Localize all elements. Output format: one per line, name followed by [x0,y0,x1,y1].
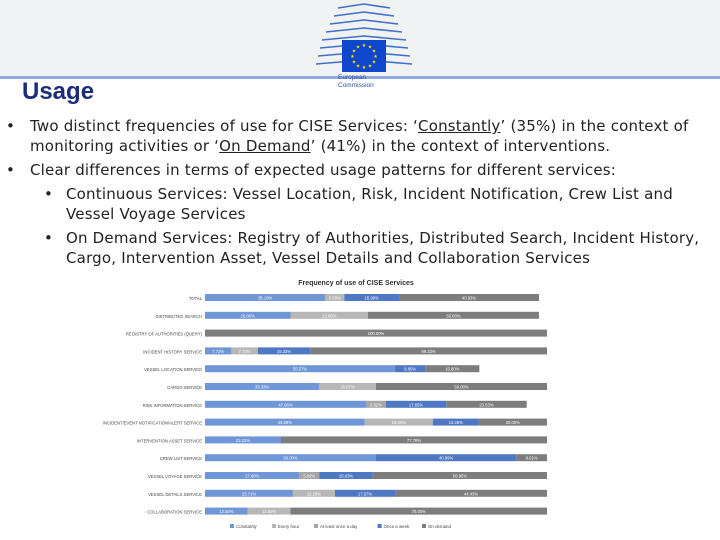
data-label: 15.63% [338,473,354,479]
legend-swatch [314,524,318,528]
legend-swatch [378,524,382,528]
data-label: 50.95% [452,473,467,479]
category-label: VESSEL VOYAGE SERVICE [147,474,202,479]
data-label: 50.00% [283,455,298,461]
svg-text:★: ★ [371,48,377,55]
logo-caption [338,74,374,90]
data-label: 69.23% [421,348,436,354]
data-label: 19.93% [391,420,406,426]
data-label: 25.71% [241,491,257,497]
svg-text:★: ★ [351,59,357,66]
data-label: 7.72% [238,348,251,354]
sub-bullet-on-demand [6,228,712,268]
category-label: CREW LIST SERVICE [159,456,202,462]
svg-text:★: ★ [351,48,357,55]
data-label: 15.80% [445,366,460,372]
data-label: 50.00% [446,313,461,319]
frequency-chart [80,276,600,538]
data-label: 9.01% [525,455,538,461]
category-label: INTERVENTION ASSET SERVICE [136,438,202,444]
sub-bullet-continuous [6,184,712,224]
data-label: 75.00% [411,509,426,515]
data-label: 22.65% [322,313,337,319]
category-label: INCIDENT HISTORY SERVICE [143,349,202,355]
legend-swatch [230,524,234,528]
data-label: 77.78% [406,437,422,443]
data-label: 20.00% [505,420,520,426]
data-label: 12.50% [262,509,277,515]
data-label: 15.33% [276,348,292,354]
category-label: TOTAL [188,296,202,301]
category-label: COLLABORATION SERVICE [147,509,202,515]
logo-caption-line2: Commission [338,82,374,89]
data-label: 100.00% [367,331,385,337]
category-label: VESSEL LOCATION SERVICE [144,367,202,373]
data-label: 50.00% [454,384,469,390]
data-label: 23.53% [479,402,494,408]
category-label: CARGO SERVICE [167,385,202,390]
data-label: 8.85% [404,366,417,372]
data-label: 15.98% [364,295,379,301]
svg-text:★: ★ [361,43,367,49]
svg-text:★: ★ [371,59,377,66]
svg-text:★: ★ [367,44,373,51]
data-label: 44.43% [463,491,479,497]
category-label: VESSEL DETAILS SERVICE [148,491,202,497]
term-on-demand: On Demand [219,137,311,155]
data-label: 25.00% [240,313,255,319]
data-label: 12.29% [306,491,322,497]
legend-label: Every hour [278,524,300,529]
svg-text:★: ★ [361,65,367,71]
data-label: 5.56% [328,295,341,301]
bullet-text-post: ’ (41%) in the context of interventions. [310,137,611,155]
bullet-glyph: • [44,185,54,203]
data-label: 13.38% [448,420,463,426]
svg-text:★: ★ [373,54,378,60]
data-label: 27.60% [245,473,260,479]
data-label: 17.65% [408,402,424,408]
svg-text:★: ★ [355,44,361,51]
bullet-text: Clear differences in terms of expected usage patterns for different services: [30,161,617,179]
legend-label: On demand [428,524,451,529]
bullet-differences [6,160,712,180]
data-label: 47.06% [278,402,293,408]
bullet-text-pre: Two distinct frequencies of use for CISE Services: ‘ [30,117,419,135]
data-label: 12.50% [219,509,234,515]
data-label: 16.67% [340,384,355,390]
data-label: 40.99% [438,455,454,461]
svg-text:★: ★ [355,63,361,70]
data-label: 33.33% [254,384,270,390]
data-label: 46.69% [277,420,292,426]
legend-swatch [422,524,426,528]
category-label: RISK INFORMATION SERVICE [142,402,202,408]
bullet-glyph: • [6,161,16,179]
svg-text:★: ★ [350,54,355,60]
data-label: 7.72% [212,348,225,354]
svg-text:★: ★ [367,63,373,70]
data-label: 35.19% [258,295,273,301]
bullet-text-mid: ’ (35%) in the context of monitoring activities or ‘ [30,117,689,155]
data-label: 5.82% [303,473,316,479]
bullet-frequencies [6,116,712,156]
category-label: REGISTRY OF AUTHORITIES (QUERY) [125,331,202,337]
legend-swatch [272,524,276,528]
legend-label: Constantly [236,524,257,529]
category-label: INCIDENT/EVENT NOTIFICATION/ALERT SERVICE [102,420,202,426]
sub-bullet-text: Continuous Services: Vessel Location, Risk, Incident Notification, Crew List and Vessel Voyage Services [66,185,673,223]
logo-caption-line1: European [338,74,367,81]
data-label: 5.82% [369,402,382,408]
category-label: DISTRIBUTED SEARCH [155,313,202,319]
bullet-glyph: • [44,229,54,247]
chart-title: Frequency of use of CISE Services [298,280,414,287]
data-label: 17.57% [357,491,373,497]
sub-bullet-text: On Demand Services: Registry of Authorities, Distributed Search, Incident History, Cargo, Intervention Asset, Vessel Details and Collaboration Services [66,229,700,267]
legend-label: Once a week [383,524,410,529]
data-label: 22.22% [235,437,251,443]
data-label: 40.93% [461,295,477,301]
term-constantly: Constantly [418,117,501,135]
slide-title: Usage [22,78,95,105]
legend-label: At least once a day [320,524,358,529]
bullet-list [6,116,712,272]
bullet-glyph: • [6,117,16,135]
data-label: 55.57% [292,366,308,372]
